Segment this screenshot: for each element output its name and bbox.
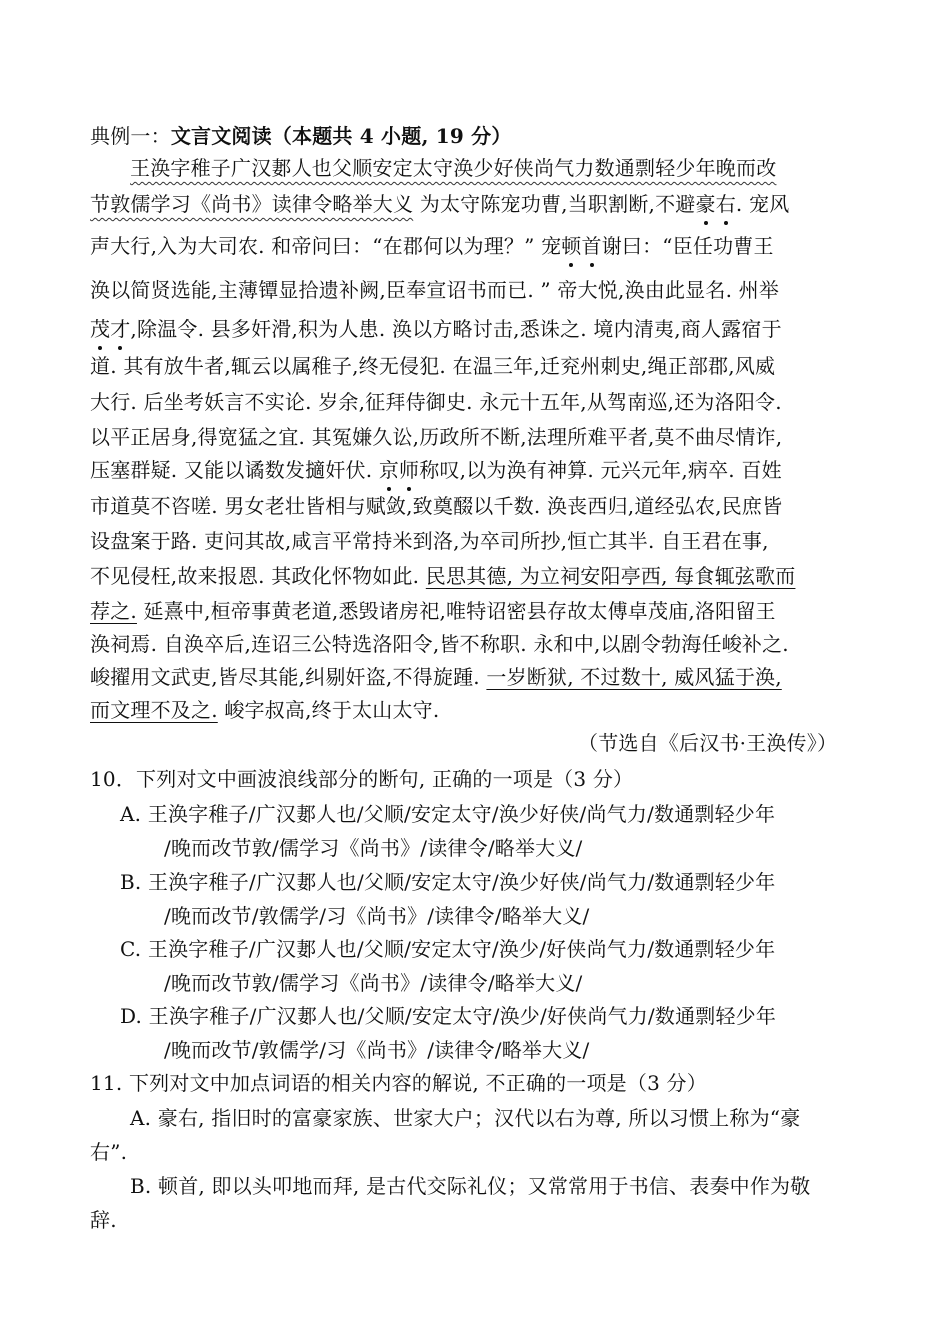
question-stem: 11. 下列对文中加点词语的相关内容的解说, 不正确的一项是（3 分） [90,1071,707,1095]
passage-line: 涣以简贤选能,主薄镡显拾遗补阙,臣奉宣诏书而已. ” 帝大悦,涣由此显名. 州举 [90,278,780,302]
title-prefix: 典例一： [90,124,171,148]
passage-line: 不见侵枉,故来报恩. 其政化怀物如此. 民思其德, 为立祠安阳亭西, 每食辄弦歌而 [90,564,796,588]
dotted-char: 顿 [561,230,581,259]
option-b: B. 顿首, 即以头叩地而拜, 是古代交际礼仪；又常常用于书信、表奏中作为敬 [130,1174,811,1198]
passage-line: 以平正居身,得宽猛之宜. 其冤嫌久讼,历政所不断,法理所难平者,莫不曲尽情诈, [90,425,783,449]
dotted-char: 茂 [90,313,110,342]
underlined-sentence: 而文理不及之. [90,698,218,722]
underlined-sentence: 民思其德, 为立祠安阳亭西, 每食辄弦歌而 [425,564,796,588]
dotted-char: 首 [581,230,601,259]
option-a: A. 豪右, 指旧时的富豪家族、世家大户；汉代以右为尊, 所以习惯上称为“豪 [130,1106,801,1130]
option-a: A. 王涣字稚子/广汉郪人也/父顺/安定太守/涣少好侠/尚气力/数通剽轻少年 [120,802,776,826]
passage-line: 而文理不及之. 峻字叔高,终于太山太守. [90,698,440,722]
passage-line: 峻擢用文武吏,皆尽其能,纠剔奸盗,不得旋踵. 一岁断狱, 不过数十, 威风猛于涣, [90,665,782,689]
section-title [90,120,512,149]
option-b-cont: 辞. [90,1208,117,1232]
title-text: 文言文阅读（本题共 4 小题, 19 分） [170,124,512,148]
underlined-sentence: 一岁断狱, 不过数十, 威风猛于涣, [486,665,782,689]
passage-line: 大行. 后坐考妖言不实论. 岁余,征拜侍御史. 永元十五年,从驾南巡,还为洛阳令. [90,390,782,414]
dotted-char: 京 [379,454,399,483]
option-b-cont: /晚而改节/敦儒学/习《尚书》/读律令/略举大义/ [164,904,590,928]
option-c-cont: /晚而改节敦/儒学习《尚书》/读律令/略举大义/ [164,971,583,995]
option-a-cont: 右”. [90,1140,128,1164]
dotted-char: 右 [716,188,736,217]
option-d: D. 王涣字稚子/广汉郪人也/父顺/安定太守/涣少/好侠尚气力/数通剽轻少年 [120,1004,777,1028]
option-d-cont: /晚而改节/敦儒学/习《尚书》/读律令/略举大义/ [164,1038,590,1062]
passage-line: 设盘案于路. 吏问其故,咸言平常持米到洛,为卒司所抄,恒亡其半. 自王君在事, [90,529,769,553]
option-c: C. 王涣字稚子/广汉郪人也/父顺/安定太守/涣少/好侠尚气力/数通剽轻少年 [120,937,776,961]
passage-source: （节选自《后汉书·王涣传》） [578,731,838,755]
dotted-char: 才 [110,313,130,342]
passage-line: 茂才,除温令. 县多奸滑,积为人患. 涣以方略讨击,悉诛之. 境内清夷,商人露宿于 [90,313,782,342]
dotted-char: 豪 [695,188,715,217]
option-a-cont: /晚而改节敦/儒学习《尚书》/读律令/略举大义/ [164,836,583,860]
passage-line: 涣祠焉. 自涣卒后,连诏三公特选洛阳令,皆不称职. 永和中,以剧令勃海任峻补之. [90,632,789,656]
passage-line: 压塞群疑. 又能以谲数发擿奸伏. 京师称叹,以为涣有神算. 元兴元年,病卒. 百姓 [90,454,782,483]
underlined-sentence: 荐之. [90,599,137,623]
wavy-underlined-text: 节敦儒学习《尚书》读律令略举大义 [90,192,414,216]
passage-line: 声大行,入为大司农. 和帝问曰：“在郡何以为理？” 宠顿首谢曰：“臣任功曹王 [90,230,774,259]
passage-line: 节敦儒学习《尚书》读律令略举大义 为太守陈宠功曹,当职割断,不避豪右. 宠风 [90,188,789,217]
passage-line [130,152,776,181]
passage-line: 荐之. 延熹中,桓帝事黄老道,悉毁诸房祀,唯特诏密县存故太傅卓茂庙,洛阳留王 [90,599,776,623]
dotted-char: 师 [399,454,419,483]
option-b: B. 王涣字稚子/广汉郪人也/父顺/安定太守/涣少好侠/尚气力/数通剽轻少年 [120,870,776,894]
passage-line: 道. 其有放牛者,辄云以属稚子,终无侵犯. 在温三年,迁兖州刺史,绳正部郡,风威 [90,354,776,378]
question-stem: 10．下列对文中画波浪线部分的断句, 正确的一项是（3 分） [90,767,634,791]
passage-line: 市道莫不咨嗟. 男女老壮皆相与赋敛,致奠醊以千数. 涣丧西归,道经弘农,民庶皆 [90,494,783,518]
wavy-underlined-text: 王涣字稚子广汉郪人也父顺安定太守涣少好侠尚气力数通剽轻少年晚而改 [130,156,777,180]
